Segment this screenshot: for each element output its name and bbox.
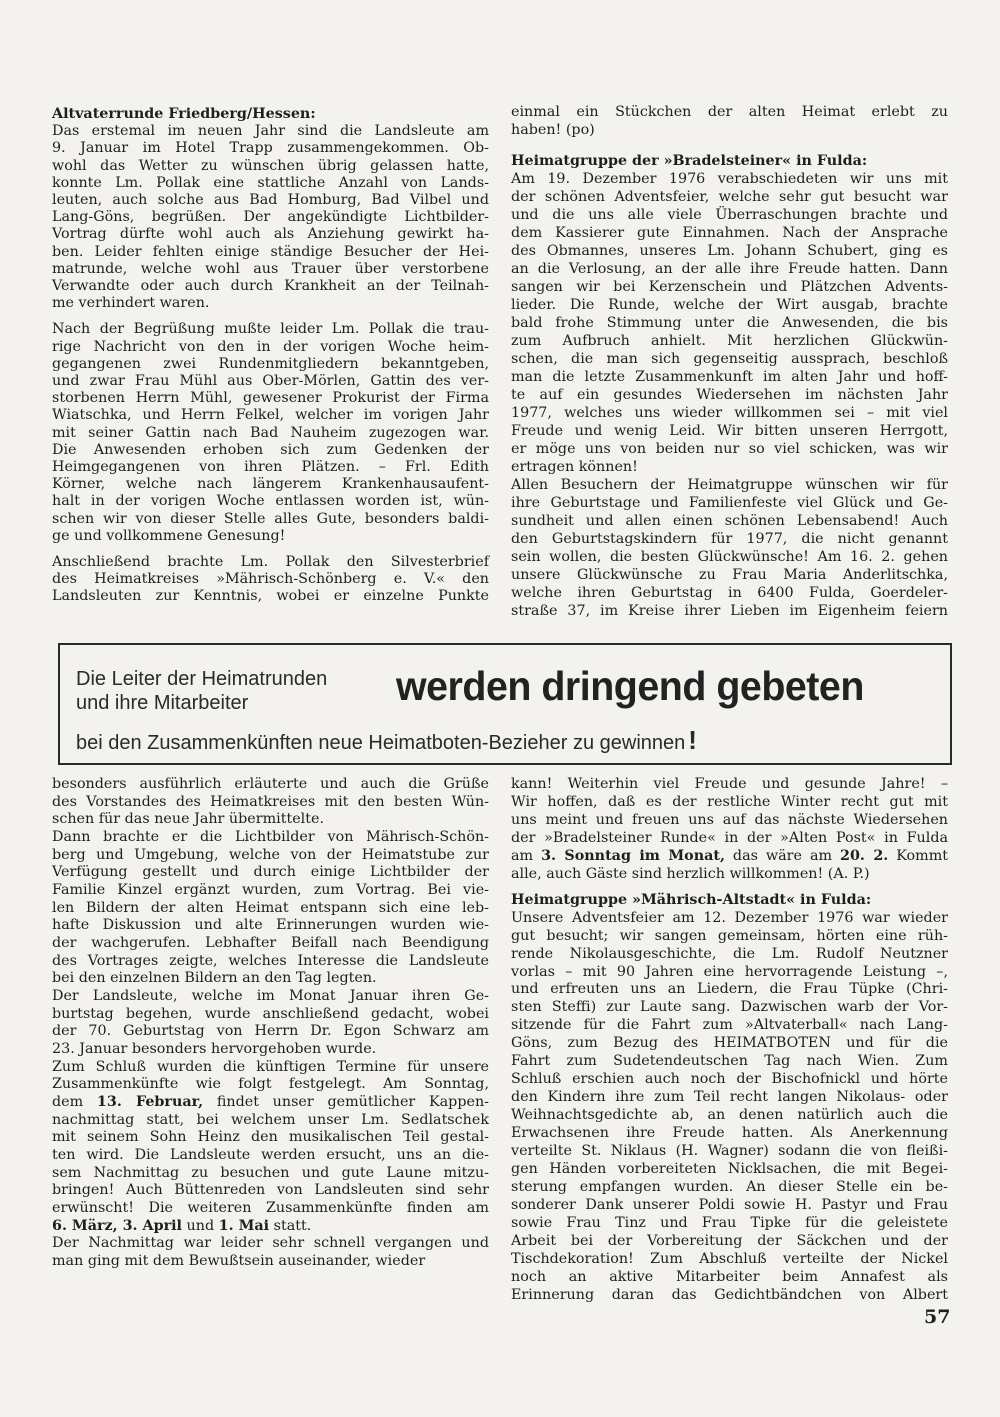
paragraph-gap <box>52 312 489 321</box>
page-number: 57 <box>924 1306 951 1328</box>
text-line: gut besucht; wir sangen gemeinsam, hörten eine rüh- <box>511 927 948 944</box>
text-line: Nach der Begrüßung mußte leider Lm. Pollak die trau- <box>52 321 489 338</box>
text-line: konnte Lm. Pollak eine stattliche Anzahl von Lands- <box>52 174 489 191</box>
paragraph <box>511 170 948 476</box>
text-segment: Kommt <box>888 847 948 864</box>
text-line: des Vortrages zeigte, welches Interesse die Landsleute <box>52 952 489 969</box>
text-line: burtstag begehen, wurde anschließend gedacht, wobei <box>52 1005 489 1022</box>
paragraph <box>52 1235 489 1270</box>
text-line <box>52 1218 489 1236</box>
text-line: Vortrag dürfte wohl auch als Anziehung gewirkt ha- <box>52 226 489 243</box>
text-line: me verhindert waren. <box>52 295 210 312</box>
text-line: sangen wir bei Kerzenschein und Plätzchen Advents- <box>511 279 948 295</box>
text-line: Heimatgruppe »Mährisch-Altstadt« in Fulda: <box>511 891 872 908</box>
text-segment: das wäre am <box>724 847 841 864</box>
text-line: Familie Kinzel ergänzt wurden, zum Vortrag. Bei vie- <box>52 882 489 899</box>
text-line: sten Steffi) zur Laute sang. Dazwischen warb der Vor- <box>511 999 948 1016</box>
bold-text: 13. Februar, <box>96 1094 204 1111</box>
text-line: vorlas – mit 90 Jahren eine hervorragende Leistung –, <box>511 963 948 980</box>
column-bottom-left <box>52 776 489 1271</box>
text-line: man ging mit dem Bewußtsein auseinander, wieder <box>52 1253 426 1270</box>
text-line: und erfreuten uns an Liedern, die Frau Tüpke (Chri- <box>511 981 948 998</box>
text-line: den Kindern ihre zum Teil recht langen Nikolaus- oder <box>511 1089 948 1106</box>
text-line: straße 37, im Kreise ihrer Lieben im Eigenheim feiern <box>511 603 948 619</box>
text-line: alle, auch Gäste sind herzlich willkommen! (A. P.) <box>511 865 870 882</box>
text-line: rige Nachricht von den in der vorigen Woche heim- <box>52 338 489 355</box>
text-line: ertragen können! <box>511 459 638 475</box>
paragraph <box>52 1059 489 1236</box>
text-line: der schönen Adventsfeier, welche sehr gut besucht war <box>511 189 948 205</box>
text-line: Erwachsenen ihre Freude hatten. Als Anerkennung <box>511 1125 948 1142</box>
notice-request <box>76 725 697 756</box>
text-segment: am <box>511 847 542 864</box>
text-line: erwünscht! Die weiteren Zusammenkünfte finden am <box>52 1200 489 1217</box>
notice-line-2: und ihre Mitarbeiter <box>76 692 249 714</box>
text-line: sundheit und allen einen schönen Lebensabend! Auch <box>511 513 948 529</box>
text-line: welche ihren Geburtstag in 6400 Fulda, Goerdeler- <box>511 585 948 601</box>
text-line: Lang-Göns, begrüßen. Der angekündigte Lichtbilder- <box>52 209 489 226</box>
bold-text: 1. Mai <box>218 1217 270 1234</box>
bold-text: 6. März, 3. April <box>52 1217 182 1234</box>
text-line: 9. Januar im Hotel Trapp zusammengekommen. Ob- <box>52 140 489 157</box>
text-line: 1977, welches uns wieder willkommen sei – mit viel <box>511 405 948 421</box>
text-line: Allen Besuchern der Heimatgruppe wünschen wir für <box>511 477 948 493</box>
text-line: schen, die man sich gegenseitig aussprach, beschloß <box>511 351 948 367</box>
text-line: berg und Umgebung, welche von der Heimatstube zur <box>52 846 489 863</box>
column-top-left <box>52 106 489 606</box>
notice-box <box>58 643 952 765</box>
text-line: den Geburtstagskindern für 1977, die nicht genannt <box>511 531 948 547</box>
text-line: und zwar Frau Mühl aus Ober-Mörlen, Gattin des ver- <box>52 373 489 390</box>
text-line: sowie Frau Tinz und Frau Tipke für die geleistete <box>511 1214 948 1231</box>
text-line: des Vorstandes des Heimatkreises mit den besten Wün- <box>52 793 489 810</box>
text-line: nachmittag statt, bei welchem unser Lm. Sedlatschek <box>52 1111 489 1128</box>
text-line: uns meint und freuen uns auf das nächste Wiedersehen <box>511 811 948 828</box>
text-line: leuten, auch solche aus Bad Homburg, Bad Vilbel und <box>52 192 489 209</box>
text-line: an die Verlosung, an der alle ihre Freude hatten. Dann <box>511 261 948 277</box>
text-line <box>511 848 948 866</box>
text-line: ben. Leider fehlten einige ständige Besucher der Hei- <box>52 243 489 260</box>
text-line: schen wir von dieser Stelle alles Gute, besonders baldi- <box>52 510 489 527</box>
text-segment: dem <box>52 1094 97 1111</box>
text-line: sem Nachmittag zu besuchen und gute Laune mitzu- <box>52 1164 489 1181</box>
text-line <box>52 1094 489 1112</box>
text-line: Der Nachmittag war leider sehr schnell vergangen und <box>52 1235 489 1252</box>
text-line: Die Anwesenden erhoben sich zum Gedenken der <box>52 441 489 458</box>
paragraph <box>511 103 948 139</box>
text-line: Weihnachtsgedichte ab, an denen natürlich auch die <box>511 1107 948 1124</box>
text-line: Erinnerung daran das Gedichtbändchen von Albert <box>511 1286 948 1303</box>
notice-exclamation: ! <box>688 725 697 755</box>
paragraph <box>52 829 489 988</box>
bold-text: 20. 2. <box>840 847 889 864</box>
text-line: 23. Januar besonders hervorgehoben wurde. <box>52 1041 377 1058</box>
paragraph <box>511 776 948 884</box>
text-line: er möge uns von beiden nur so viel schicken, was wir <box>511 441 948 457</box>
paragraph <box>52 321 489 545</box>
text-line: bei den einzelnen Bildern an den Tag legten. <box>52 970 377 987</box>
text-line: Zusammenkünfte wie folgt festgelegt. Am Sonntag, <box>52 1076 489 1093</box>
text-line: matrunde, welche wohl aus Trauer über verstorbene <box>52 260 489 277</box>
text-line: sitzende für die Fahrt zum »Altvaterball« nach Lang- <box>511 1017 948 1034</box>
text-line: wohl das Wetter zu wünschen übrig gelassen hatte, <box>52 157 489 174</box>
text-line: hafte Diskussion und alte Erinnerungen wurden wie- <box>52 917 489 934</box>
paragraph <box>52 988 489 1059</box>
text-line: Tischdekoration! Zum Abschluß verteilte der Nickel <box>511 1250 948 1267</box>
text-line: noch an aktive Mitarbeiter beim Annafest als <box>511 1268 948 1285</box>
text-line: Fahrt zum Sudetendeutschen Tag nach Wien. Zum <box>511 1053 948 1070</box>
text-line: Verfügung gestellt und durch einige Lichtbilder der <box>52 864 489 881</box>
paragraph <box>52 776 489 829</box>
paragraph-gap <box>511 884 948 892</box>
section-heading <box>511 152 948 170</box>
text-line: besonders ausführlich erläuterte und auch die Grüße <box>52 776 489 792</box>
text-line: ten wird. Die Landsleute werden ersucht, uns an die- <box>52 1147 489 1164</box>
text-line: Wir hoffen, daß es der restliche Winter recht gut mit <box>511 793 948 810</box>
text-line: storbenen Herrn Mühl, gewesener Prokurist der Firma <box>52 390 489 407</box>
text-line: ge und vollkommene Genesung! <box>52 527 286 544</box>
text-line: und die uns alle viele Überraschungen brachte und <box>511 207 948 223</box>
text-line: dem Kassierer gute Einnahmen. Nach der Ansprache <box>511 225 948 241</box>
text-line: Landsleuten zur Kenntnis, wobei er einzelne Punkte <box>52 588 489 605</box>
text-segment: findet unser gemütlicher Kappen- <box>203 1094 489 1111</box>
text-line: Verwandte oder auch durch Krankheit an der Teilnah- <box>52 278 489 295</box>
text-line: Heimatgruppe der »Bradelsteiner« in Fulda: <box>511 153 868 169</box>
text-line: der »Bradelsteiner Runde« in der »Alten Post« in Fulda <box>511 829 948 846</box>
text-line: ihre Geburtstage und Familienfeste viel Glück und Ge- <box>511 495 948 511</box>
text-line: Altvaterrunde Friedberg/Hessen: <box>52 106 316 122</box>
text-line: des Obmannes, unseres Lm. Johann Schubert, ging es <box>511 243 948 259</box>
text-line: Zum Schluß wurden die künftigen Termine für unsere <box>52 1058 489 1075</box>
column-top-right <box>511 103 948 620</box>
text-line: Das erstemal im neuen Jahr sind die Landsleute am <box>52 123 489 140</box>
text-line: der wachgerufen. Lebhafter Beifall nach Beendigung <box>52 935 489 952</box>
text-line: Schluß erschien auch noch der Bischofnickl und hörte <box>511 1071 948 1088</box>
notice-line-3: bei den Zusammenkünften neue Heimatboten-Bezieher zu gewinnen <box>76 732 686 754</box>
text-line: halt in der vorigen Woche entlassen worden ist, wün- <box>52 493 489 510</box>
text-line: verteilte St. Niklaus (H. Wagner) sodann die von fleißi- <box>511 1143 948 1160</box>
text-line: Anschließend brachte Lm. Pollak den Silvesterbrief <box>52 554 489 571</box>
text-line: lieder. Die Runde, welche der Wirt ausgab, brachte <box>511 297 948 313</box>
notice-emphasis: werden dringend gebeten <box>396 663 864 709</box>
text-line: bringen! Auch Büttenreden von Landsleuten sind sehr <box>52 1182 489 1199</box>
text-line: Freude und wenig Leid. Wir bitten unseren Herrgott, <box>511 423 948 439</box>
text-line: der 70. Geburtstag von Herrn Dr. Egon Schwarz am <box>52 1023 489 1040</box>
text-line: len Bildern der alten Heimat entspann sich eine leb- <box>52 899 489 916</box>
text-segment: und <box>182 1217 219 1234</box>
column-bottom-right <box>511 776 948 1305</box>
text-line: Göns, zum Bezug des HEIMATBOTEN und für die <box>511 1035 948 1052</box>
text-line: sein wollen, die besten Glückwünsche! Am 16. 2. gehen <box>511 549 948 565</box>
text-line: Arbeit bei der Vorbereitung der Säckchen und der <box>511 1232 948 1249</box>
bold-text: 3. Sonntag im Monat, <box>541 847 725 864</box>
text-line: sterung empfangen wurden. An dieser Stelle ein be- <box>511 1178 948 1195</box>
text-line: einmal ein Stückchen der alten Heimat erlebt zu <box>511 104 948 120</box>
text-line: mit seiner Gattin nach Bad Nauheim zugezogen war. <box>52 424 489 441</box>
paragraph <box>511 910 948 1305</box>
text-line: mit seinem Sohn Heinz den musikalischen Teil gestal- <box>52 1129 489 1146</box>
text-line: Körner, welche nach längerem Krankenhausaufent- <box>52 476 489 493</box>
paragraph <box>511 476 948 620</box>
text-line: zum Aufbruch anhielt. Mit herzlichen Glückwün- <box>511 333 948 349</box>
text-line: Wiatschka, und Herrn Felkel, welcher im vorigen Jahr <box>52 407 489 424</box>
text-line: Dann brachte er die Lichtbilder von Mährisch-Schön- <box>52 829 489 846</box>
text-line: man die letzte Zusammenkunft im alten Jahr und hoff- <box>511 369 948 385</box>
text-line: bald frohe Stimmung unter die Anwesenden, die bis <box>511 315 948 331</box>
text-line: sonderer Dank unserer Poldi sowie H. Pastyr und Frau <box>511 1196 948 1213</box>
paragraph-gap <box>511 139 948 152</box>
text-segment: statt. <box>269 1217 312 1234</box>
notice-addressees <box>76 667 327 715</box>
text-line: Unsere Adventsfeier am 12. Dezember 1976 war wieder <box>511 909 948 926</box>
text-line: te auf ein gesundes Wiedersehen im nächsten Jahr <box>511 387 948 403</box>
paragraph <box>52 554 489 606</box>
paragraph <box>52 123 489 312</box>
notice-line-1: Die Leiter der Heimatrunden <box>76 668 328 690</box>
text-line: rende Nikolausgeschichte, die Lm. Rudolf Neutzner <box>511 945 948 962</box>
text-line: Heimgegangenen von ihren Plätzen. – Frl. Edith <box>52 459 489 476</box>
text-line: des Heimatkreises »Mährisch-Schönberg e. V.« den <box>52 571 489 588</box>
section-heading <box>52 106 489 123</box>
text-line: kann! Weiterhin viel Freude und gesunde Jahre! – <box>511 776 948 792</box>
text-line: schen für das neue Jahr übermittelte. <box>52 811 324 828</box>
text-line: haben! (po) <box>511 122 595 138</box>
section-heading <box>511 892 948 910</box>
text-line: gegangenen zwei Rundenmitgliedern bekanntgeben, <box>52 355 489 372</box>
paragraph-gap <box>52 545 489 554</box>
text-line: unsere Glückwünsche zu Frau Maria Anderlitschka, <box>511 567 948 583</box>
text-line: Der Landsleute, welche im Monat Januar ihren Ge- <box>52 988 489 1005</box>
text-line: Am 19. Dezember 1976 verabschiedeten wir uns mit <box>511 171 948 187</box>
text-line: gen Händen vorbereiteten Nicklsachen, die mit Begei- <box>511 1161 948 1178</box>
